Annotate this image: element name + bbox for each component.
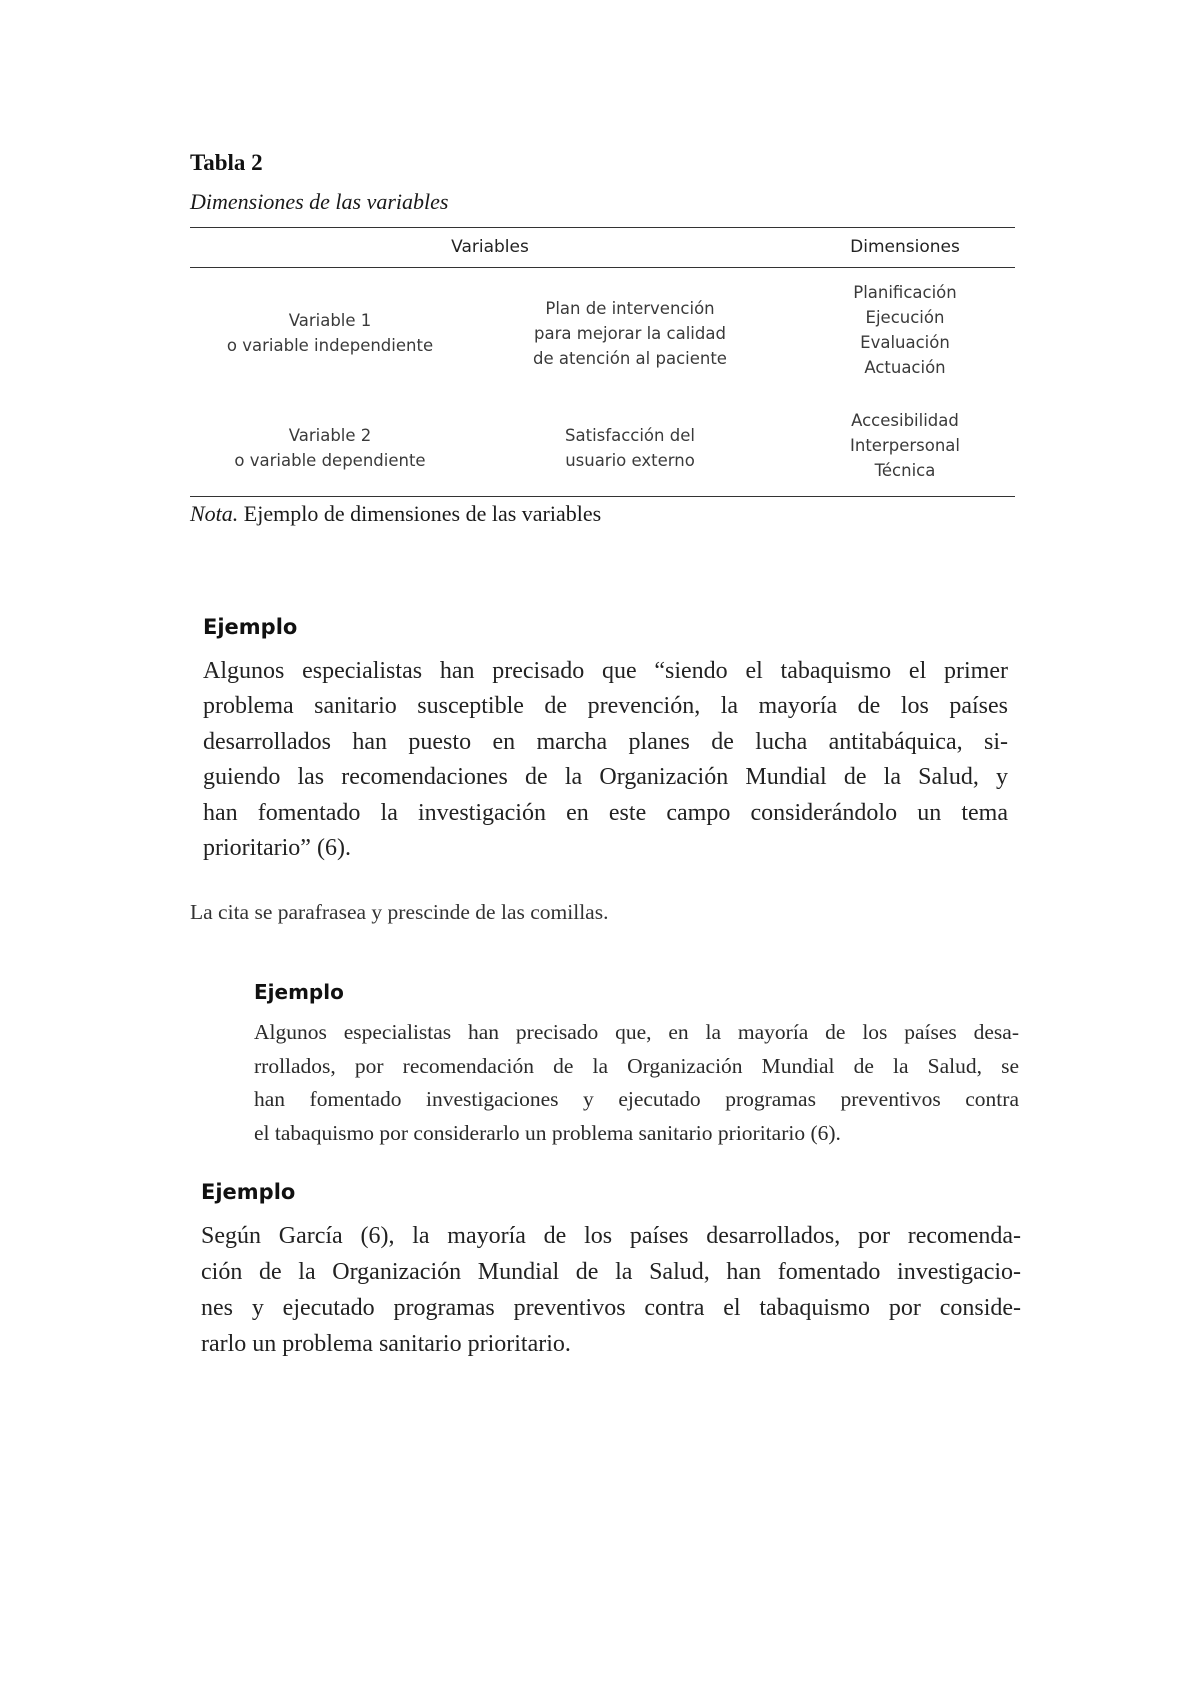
example-3-title: Ejemplo bbox=[201, 1180, 296, 1204]
table-bottom-rule bbox=[190, 496, 1015, 497]
table-row-2-description: Satisfacción del usuario externo bbox=[565, 426, 695, 470]
table-row-1-dimensions: Planificación Ejecución Evaluación Actuación bbox=[853, 283, 957, 377]
table-row-1-description: Plan de intervención para mejorar la calidad de atención al paciente bbox=[533, 299, 727, 368]
example-2-body: Algunos especialistas han precisado que, en la mayoría de los países desa- rrollados, por recomendación de la Organización Mundial de la Salud, se han fomentado investigaciones y ejecutado programas preventivos contra el tabaquismo por considerarlo un problema sanitario prioritario (6). bbox=[254, 1020, 1019, 1145]
example-2-title: Ejemplo bbox=[254, 980, 344, 1004]
table-note bbox=[190, 501, 601, 527]
table-header-dimensiones: Dimensiones bbox=[850, 237, 960, 257]
example-1-body: Algunos especialistas han precisado que “siendo el tabaquismo el primer problema sanitario susceptible de prevención, la mayoría de los países desarrollados han puesto en marcha planes de lucha antitabáquica, si- guiendo las recomendaciones de la Organización Mundial de la Salud, y han fomentado la investigación en este campo considerándolo un tema prioritario” (6). bbox=[203, 658, 1008, 862]
paraphrase-paragraph: La cita se parafrasea y prescinde de las comillas. bbox=[190, 900, 609, 924]
table-row-1-variable: Variable 1 o variable independiente bbox=[226, 311, 434, 355]
table-header-variables: Variables bbox=[451, 237, 529, 257]
table-note-text: Ejemplo de dimensiones de las variables bbox=[243, 501, 602, 526]
example-1-title: Ejemplo bbox=[203, 615, 298, 639]
table-note-label: Nota. bbox=[190, 501, 239, 526]
table-top-rule bbox=[190, 227, 1015, 228]
table-caption: Dimensiones de las variables bbox=[190, 189, 449, 214]
table-row-2-dimensions: Accesibilidad Interpersonal Técnica bbox=[850, 411, 960, 480]
example-3-body: Según García (6), la mayoría de los países desarrollados, por recomenda- ción de la Organización Mundial de la Salud, han fomentado investigacio- nes y ejecutado programas preventivos contra el tabaquismo por conside- rarlo un problema sanitario prioritario. bbox=[201, 1223, 1021, 1357]
table-label: Tabla 2 bbox=[190, 150, 263, 175]
table-row-2-variable: Variable 2 o variable dependiente bbox=[234, 426, 426, 470]
table-header-rule bbox=[190, 267, 1015, 268]
